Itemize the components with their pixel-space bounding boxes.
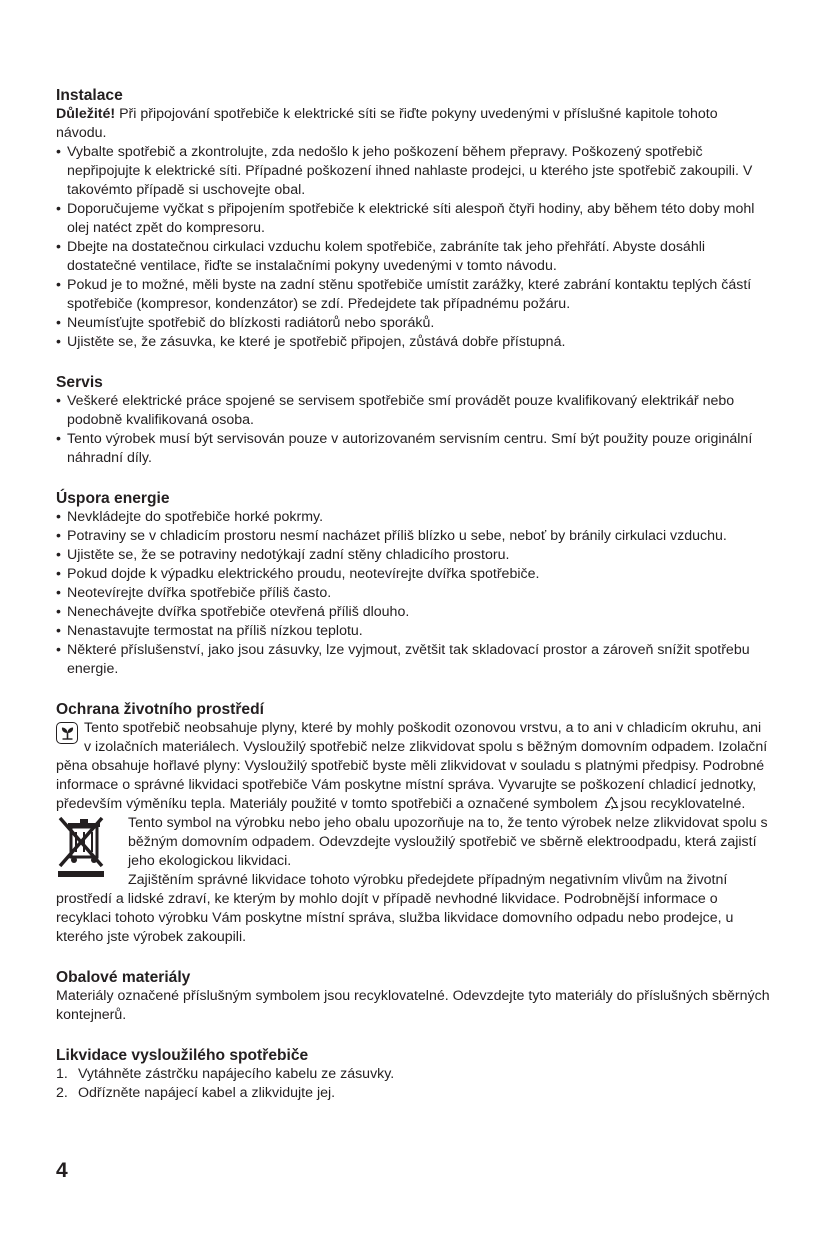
disposal-section [56,1046,772,1103]
installation-list [56,143,772,352]
energy-title: Úspora energie [56,490,170,507]
list-item: • Veškeré elektrické práce spojené se servisem spotřebiče smí provádět pouze kvalifikovaný elektrikář nebo podobně kvalifikovaná osoba. [56,392,772,430]
important-text: Při připojování spotřebiče k elektrické síti se řiďte pokyny uvedenými v příslušné kapitole tohoto návodu. [56,106,718,141]
environment-text: Tento spotřebič neobsahuje plyny, které by mohly poškodit ozonovou vrstvu, a to ani v chladicím okruhu, ani v izolačních materiálech. Vysloužilý spotřebič nelze zlikvidovat spolu s běžným domovním odpadem. Izolační pěna obsahuje hořlavé plyny: Vysloužilý spotřebič byste měli zlikvidovat v souladu s platnými předpisy. Podrobné informace o správné likvidaci spotřebiče Vám poskytne místní správa. Vyvarujte se poškození chladicí jednotky, především výměníku tepla. Materiály použité v tomto spotřebiči a označené symbolem [56,720,768,812]
important-label: Důležité! [56,106,116,122]
step-number: 1. [56,1066,68,1082]
packaging-text: Materiály označené příslušným symbolem jsou recyklovatelné. Odevzdejte tyto materiály do příslušných sběrných kontejnerů. [56,988,770,1023]
disposal-info-paragraph: Zajištěním správné likvidace tohoto výrobku předejdete případným negativním vlivům na životní prostředí a lidské zdraví, ke kterým by mohlo dojít v případě nevhodné likvidace. Podrobnější informace o recyklaci tohoto výrobku Vám poskytne místní správa, služba likvidace domovního odpadu nebo prodejce, u kterého jste výrobek zakoupili. [56,872,734,945]
list-item: • Ujistěte se, že zásuvka, ke které je spotřebič připojen, zůstává dobře přístupná. [56,333,772,352]
list-item: • Ujistěte se, že se potraviny nedotýkají zadní stěny chladicího prostoru. [56,546,772,565]
list-item [56,1084,772,1103]
service-title: Servis [56,374,103,391]
list-item: • Vybalte spotřebič a zkontrolujte, zda nedošlo k jeho poškození během přepravy. Poškozený spotřebič nepřipojujte k elektrické síti. Případné poškození ihned nahlaste prodejci, u kterého jste spotřebič zakoupili. V takovémto případě si uschovejte obal. [56,143,772,200]
disposal-title: Likvidace vysloužilého spotřebiče [56,1047,309,1064]
list-item: • Některé příslušenství, jako jsou zásuvky, lze vyjmout, zvětšit tak skladovací prostor a zároveň snížit spotřebu energie. [56,641,772,679]
list-item: • Potraviny se v chladicím prostoru nesmí nacházet příliš blízko u sebe, neboť by bránily cirkulaci vzduchu. [56,527,772,546]
list-item: • Pokud dojde k výpadku elektrického proudu, neotevírejte dvířka spotřebiče. [56,565,772,584]
recycle-icon [604,796,619,810]
service-list [56,392,772,468]
list-item: • Tento výrobek musí být servisován pouze v autorizovaném servisním centru. Smí být použity pouze originální náhradní díly. [56,430,772,468]
list-item: • Neotevírejte dvířka spotřebiče příliš často. [56,584,772,603]
step-number: 2. [56,1085,68,1101]
environment-text-end: jsou recyklovatelné. [620,796,746,812]
list-item: • Neumísťujte spotřebič do blízkosti radiátorů nebo sporáků. [56,314,772,333]
list-item: • Doporučujeme vyčkat s připojením spotřebiče k elektrické síti alespoň čtyři hodiny, aby během této doby mohl olej natéct zpět do kompresoru. [56,200,772,238]
list-item: • Nevkládejte do spotřebiče horké pokrmy. [56,508,772,527]
packaging-title: Obalové materiály [56,969,191,986]
weee-block [56,814,772,947]
environment-section [56,700,772,947]
crossed-bin-icon [56,814,106,878]
step-text: Odřízněte napájecí kabel a zlikvidujte jej. [78,1085,336,1101]
weee-paragraph: Tento symbol na výrobku nebo jeho obalu upozorňuje na to, že tento výrobek nelze zlikvidovat spolu s běžným domovním odpadem. Odevzdejte vysloužilý spotřebič ve sběrně elektroodpadu, která zajistí jeho ekologickou likvidaci. [128,815,768,869]
environment-paragraph [56,719,772,814]
packaging-section [56,968,772,1025]
eco-label-icon [56,722,78,744]
list-item [56,1065,772,1084]
environment-title: Ochrana životního prostředí [56,701,264,718]
disposal-steps [56,1065,772,1103]
energy-list [56,508,772,679]
energy-section [56,489,772,679]
list-item: • Nenechávejte dvířka spotřebiče otevřená příliš dlouho. [56,603,772,622]
page-number: 4 [56,1159,68,1182]
list-item: • Pokud je to možné, měli byste na zadní stěnu spotřebiče umístit zarážky, které zabrání kontaktu teplých částí spotřebiče (kompresor, kondenzátor) se zdí. Předejdete tak případnému požáru. [56,276,772,314]
service-section [56,373,772,468]
list-item: • Dbejte na dostatečnou cirkulaci vzduchu kolem spotřebiče, zabráníte tak jeho přehřátí. Abyste dosáhli dostatečné ventilace, řiďte se instalačními pokyny uvedenými v tomto návodu. [56,238,772,276]
manual-page [56,86,772,1124]
installation-section [56,86,772,352]
step-text: Vytáhněte zástrčku napájecího kabelu ze zásuvky. [78,1066,395,1082]
installation-important [56,105,772,143]
list-item: • Nenastavujte termostat na příliš nízkou teplotu. [56,622,772,641]
installation-title: Instalace [56,87,123,104]
